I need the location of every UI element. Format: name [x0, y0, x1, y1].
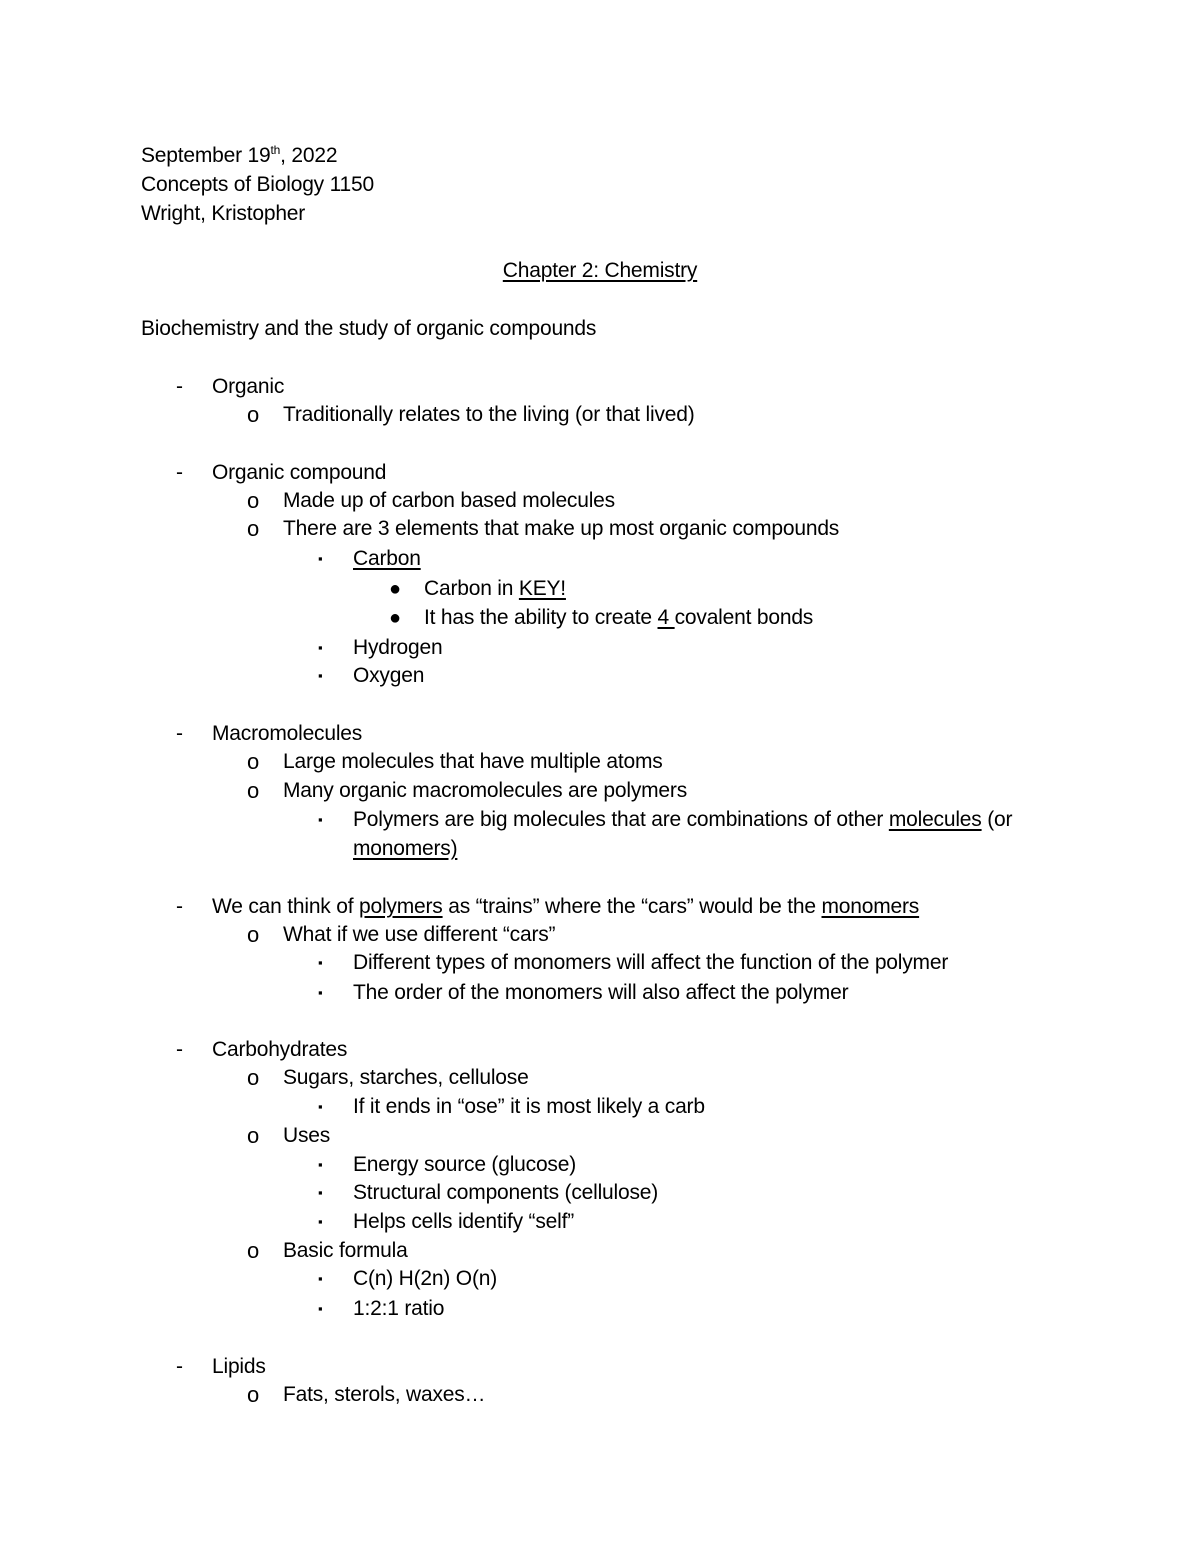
trains-item-1: What if we use different “cars” [283, 923, 556, 946]
organic-compound-item-2: There are 3 elements that make up most organic compounds [283, 517, 840, 540]
date-text: September 19 [141, 144, 271, 167]
dash-marker: - [176, 375, 183, 398]
author-line: Wright, Kristopher [141, 202, 306, 225]
trains-monomers: monomers [821, 895, 920, 918]
organic-compound-item-1: Made up of carbon based molecules [283, 489, 615, 512]
square-marker: ▪ [318, 640, 323, 655]
date-line [141, 142, 337, 170]
square-marker: ▪ [318, 812, 323, 827]
square-marker: ▪ [318, 1185, 323, 1200]
trains-pre: We can think of [212, 895, 359, 918]
circle-marker: o [247, 402, 260, 427]
dash-marker: - [176, 461, 183, 484]
circle-marker: o [247, 778, 260, 803]
square-marker: ▪ [318, 1157, 323, 1172]
carbon-key-text: Carbon in [424, 577, 519, 600]
bonds-line [424, 604, 813, 632]
circle-marker: o [247, 1238, 260, 1263]
macromolecules-heading: Macromolecules [212, 722, 363, 745]
carbon-text: Carbon [353, 547, 421, 570]
intro-line: Biochemistry and the study of organic compounds [141, 317, 597, 340]
course-line: Concepts of Biology 1150 [141, 173, 374, 196]
bonds-number: 4 [657, 606, 675, 629]
square-marker: ▪ [318, 955, 323, 970]
date-year: , 2022 [280, 144, 338, 167]
polymers-monomers: monomers) [353, 837, 458, 860]
carbohydrates-formula: Basic formula [283, 1239, 408, 1262]
macromolecules-item-2: Many organic macromolecules are polymers [283, 779, 687, 802]
square-marker: ▪ [318, 1214, 323, 1229]
bonds-pre: It has the ability to create [424, 606, 658, 629]
dash-marker: - [176, 722, 183, 745]
polymers-line [353, 806, 1012, 834]
carbohydrates-item-1-sub: If it ends in “ose” it is most likely a carb [353, 1095, 705, 1118]
square-marker: ▪ [318, 668, 323, 683]
carbohydrates-use-2: Structural components (cellulose) [353, 1181, 659, 1204]
bonds-post: covalent bonds [674, 606, 814, 629]
dash-marker: - [176, 895, 183, 918]
carbohydrates-use-1: Energy source (glucose) [353, 1153, 577, 1176]
polymers-mid: (or [981, 808, 1013, 831]
carbon-key-underlined: KEY! [518, 577, 566, 600]
trains-line [212, 893, 919, 921]
lipids-heading: Lipids [212, 1355, 266, 1378]
circle-marker: o [247, 1382, 260, 1407]
carbohydrates-use-3: Helps cells identify “self” [353, 1210, 575, 1233]
square-marker: ▪ [318, 1099, 323, 1114]
trains-sub-2: The order of the monomers will also affect the polymer [353, 981, 849, 1004]
dash-marker: - [176, 1355, 183, 1378]
chapter-title [0, 257, 1200, 285]
trains-mid: as “trains” where the “cars” would be the [442, 895, 822, 918]
macromolecules-item-1: Large molecules that have multiple atoms [283, 750, 663, 773]
carbohydrates-uses: Uses [283, 1124, 331, 1147]
square-marker: ▪ [318, 551, 323, 566]
carbohydrates-formula-1: C(n) H(2n) O(n) [353, 1267, 498, 1290]
circle-marker: o [247, 488, 260, 513]
trains-polymers: polymers [359, 895, 443, 918]
polymers-line-2 [353, 835, 457, 863]
carbon-key-line [424, 575, 566, 603]
circle-marker: o [247, 516, 260, 541]
organic-item-1: Traditionally relates to the living (or that lived) [283, 403, 695, 426]
polymers-molecules: molecules [888, 808, 982, 831]
circle-marker: o [247, 1065, 260, 1090]
square-marker: ▪ [318, 1271, 323, 1286]
square-marker: ▪ [318, 985, 323, 1000]
bullet-marker: ● [389, 607, 402, 629]
bullet-marker: ● [389, 578, 402, 600]
carbon-line [353, 545, 421, 573]
dash-marker: - [176, 1038, 183, 1061]
trains-sub-1: Different types of monomers will affect the function of the polymer [353, 951, 949, 974]
circle-marker: o [247, 1123, 260, 1148]
carbohydrates-item-1: Sugars, starches, cellulose [283, 1066, 529, 1089]
carbohydrates-heading: Carbohydrates [212, 1038, 348, 1061]
lipids-item-1: Fats, sterols, waxes… [283, 1383, 486, 1406]
square-marker: ▪ [318, 1301, 323, 1316]
organic-compound-heading: Organic compound [212, 461, 387, 484]
carbohydrates-formula-2: 1:2:1 ratio [353, 1297, 445, 1320]
circle-marker: o [247, 922, 260, 947]
hydrogen-line: Hydrogen [353, 636, 443, 659]
oxygen-line: Oxygen [353, 664, 425, 687]
chapter-title-text: Chapter 2: Chemistry [502, 259, 698, 282]
date-superscript: th [270, 143, 281, 157]
organic-heading: Organic [212, 375, 285, 398]
polymers-pre: Polymers are big molecules that are combinations of other [353, 808, 889, 831]
circle-marker: o [247, 749, 260, 774]
